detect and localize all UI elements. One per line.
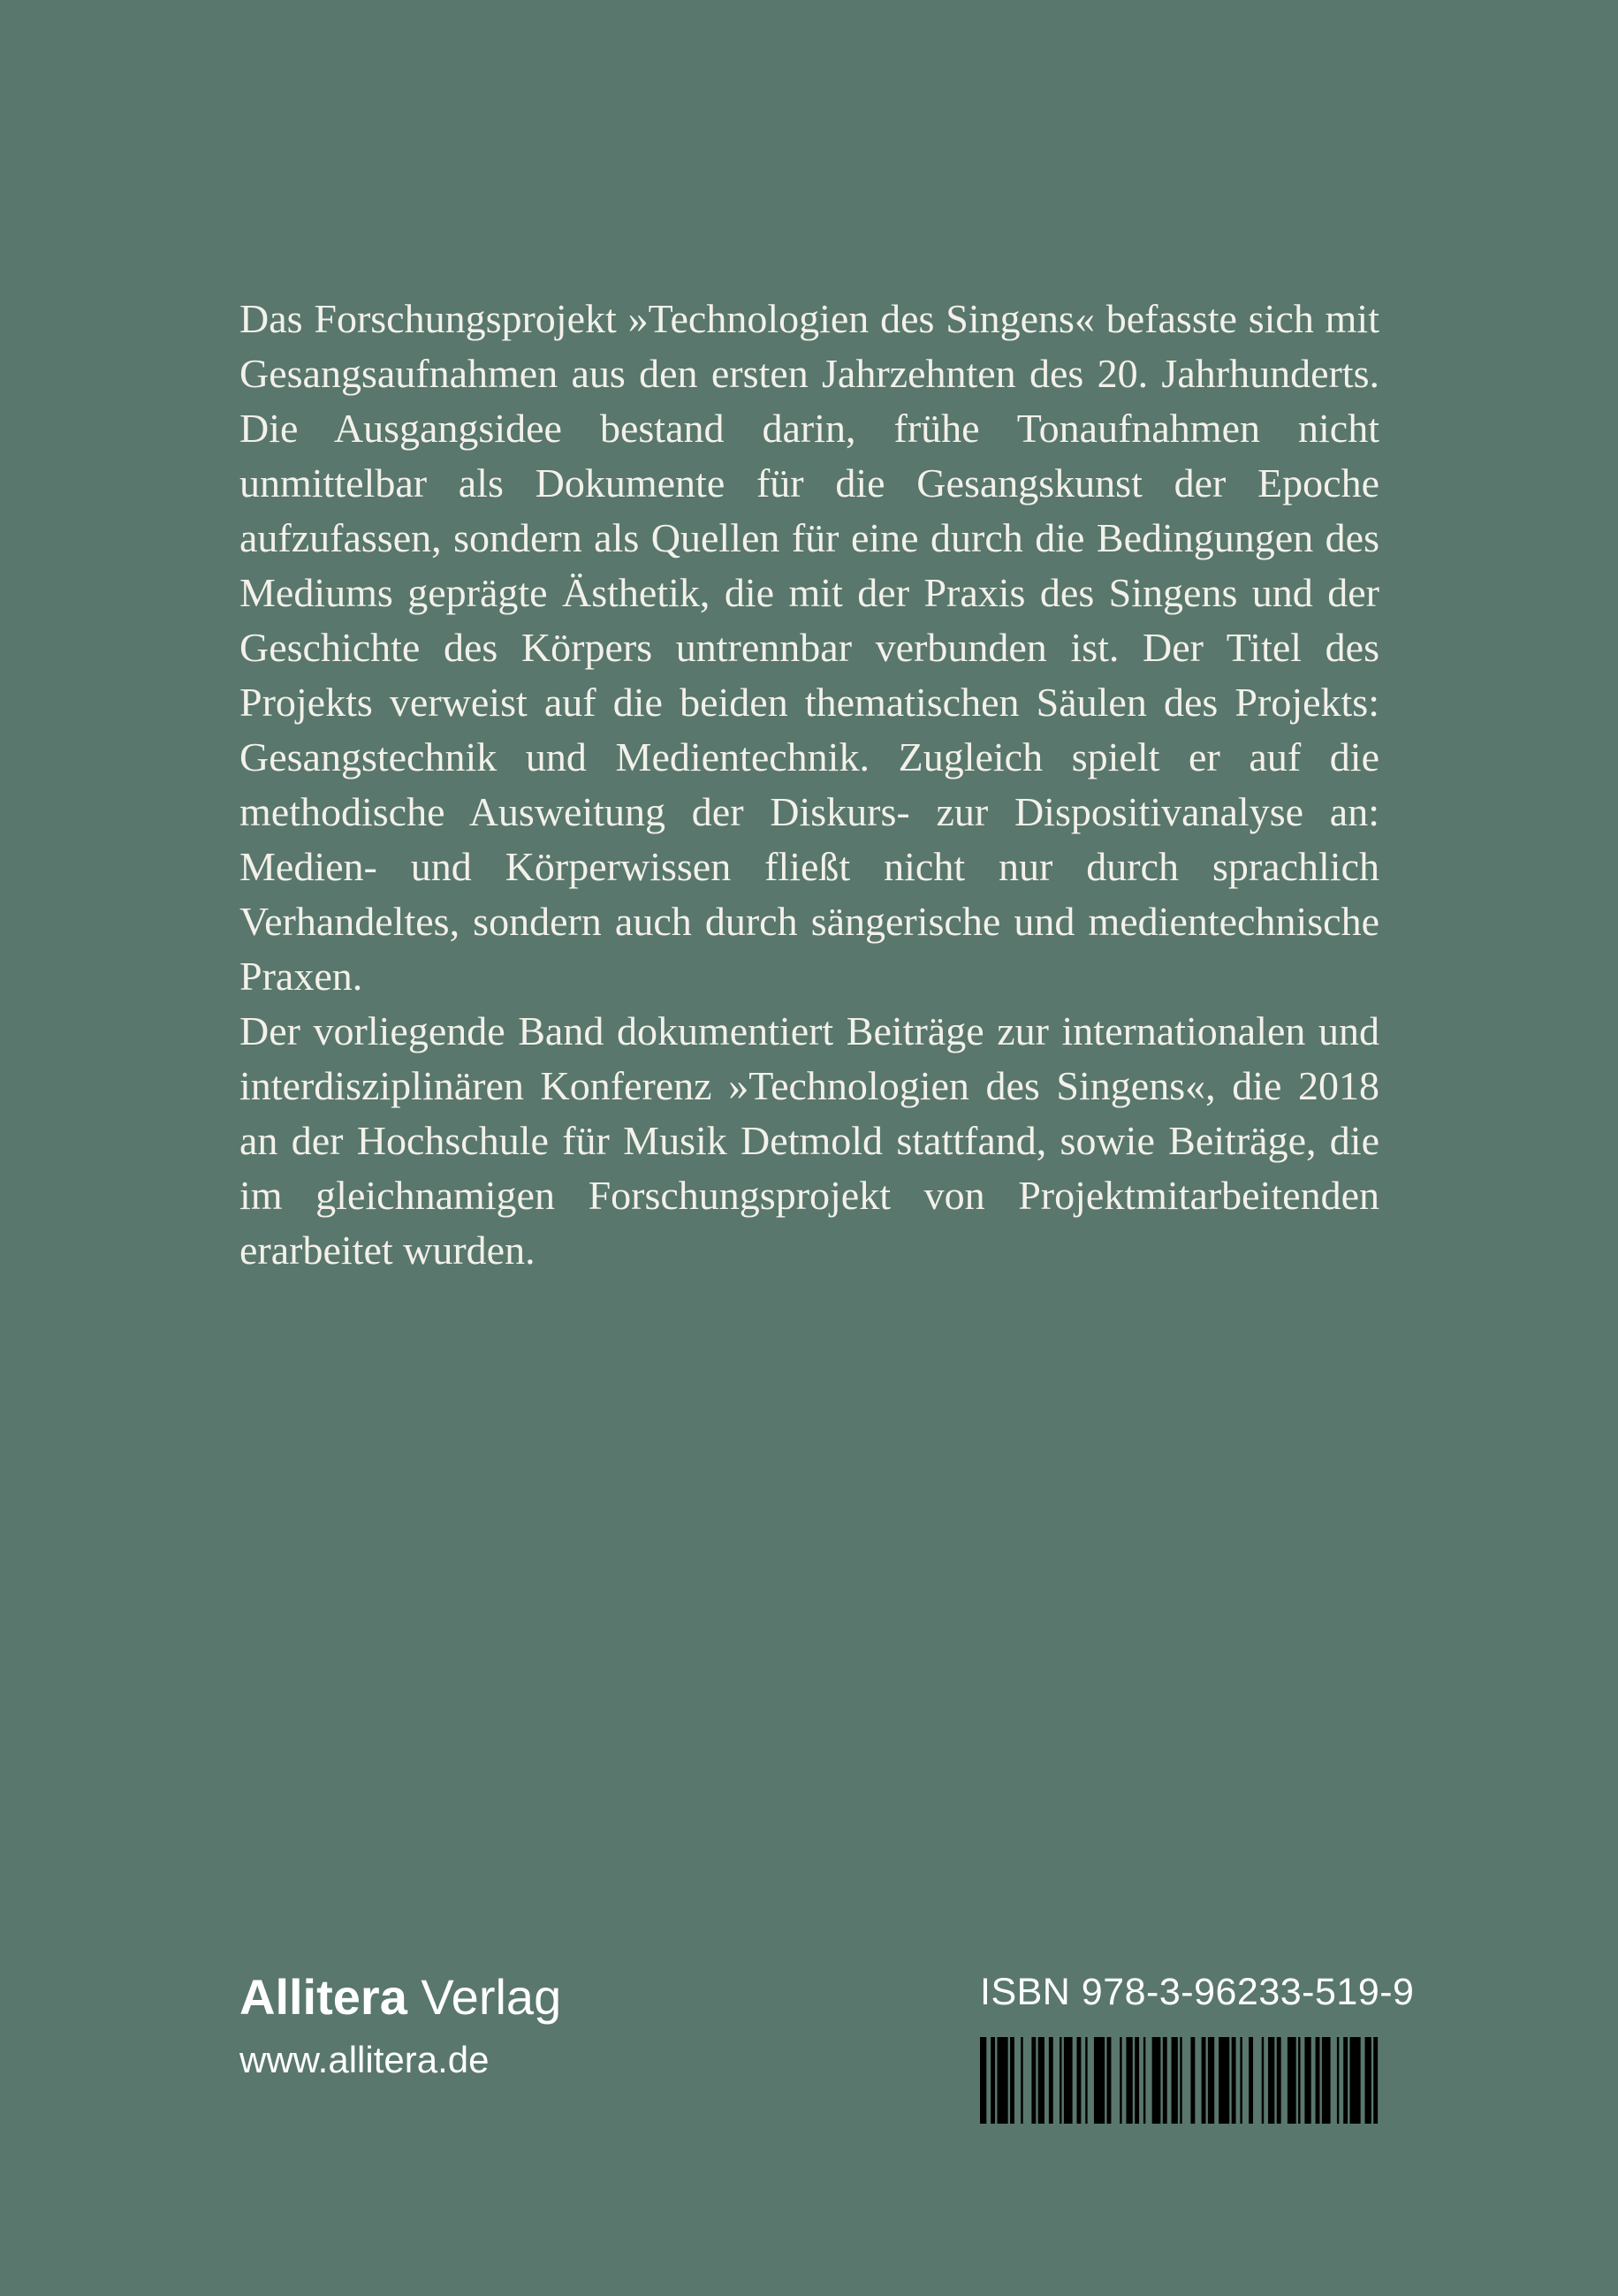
blurb-paragraph-1: Das Forschungsprojekt »Technologien des Singens« befasste sich mit Gesangsaufnahmen aus den ersten Jahrzehnten des 20. Jahrhunderts. Die Ausgangsidee bestand darin, frühe Tonaufnahmen nicht unmittelbar als Dokumente für die Gesangskunst der Epoche aufzufassen, sondern als Quellen für eine durch die Bedingungen des Mediums geprägte Ästhetik, die mit der Praxis des Singens und der Geschichte des Körpers untrennbar verbunden ist. Der Titel des Projekts verweist auf die beiden thematischen Säulen des Projekts: Gesangstechnik und Medientechnik. Zugleich spielt er auf die methodische Ausweitung der Diskurs- zur Dispositivanalyse an: Medien- und Körperwissen fließt nicht nur durch sprachlich Verhandeltes, sondern auch durch sängerische und medientechnische Praxen. bbox=[239, 296, 1379, 999]
barcode-bar bbox=[1085, 2037, 1087, 2124]
barcode-image bbox=[980, 2037, 1382, 2124]
publisher-suffix: Verlag bbox=[421, 1969, 562, 2025]
barcode-bar bbox=[1038, 2037, 1044, 2124]
blurb-paragraph-2: Der vorliegende Band dokumentiert Beiträge zur internationalen und interdisziplinären Konferenz »Technologien des Singens«, die 2018 an der Hochschule für Musik Detmold stattfand, sowie Beiträge, die im gleichnamigen Forschungsprojekt von Projektmitarbeitenden erarbeitet wurden. bbox=[239, 1008, 1379, 1273]
isbn-block bbox=[980, 1966, 1415, 2124]
publisher-brand: Allitera bbox=[239, 1969, 407, 2025]
barcode-bar bbox=[980, 2037, 986, 2124]
blurb-text bbox=[239, 292, 1379, 1278]
barcode-bar bbox=[991, 2037, 995, 2124]
barcode-bar bbox=[1031, 2037, 1036, 2124]
barcode-bar bbox=[1094, 2037, 1105, 2124]
barcode-bar bbox=[1268, 2037, 1274, 2124]
barcode-bar bbox=[1163, 2037, 1167, 2124]
barcode-bar bbox=[1126, 2037, 1132, 2124]
barcode-bar bbox=[1120, 2037, 1121, 2124]
barcode-bar bbox=[1180, 2037, 1181, 2124]
publisher-logo bbox=[239, 1966, 561, 2028]
publisher-block bbox=[239, 1966, 561, 2087]
barcode-bar bbox=[1304, 2037, 1310, 2124]
barcode-bar bbox=[1249, 2037, 1253, 2124]
barcode-bar bbox=[1350, 2037, 1361, 2124]
barcode-bar bbox=[1172, 2037, 1178, 2124]
barcode-bar bbox=[1322, 2037, 1331, 2124]
barcode-bar bbox=[1202, 2037, 1206, 2124]
barcode-bar bbox=[1135, 2037, 1139, 2124]
barcode-bar bbox=[1288, 2037, 1296, 2124]
barcode-bar bbox=[1343, 2037, 1348, 2124]
barcode-bar bbox=[1152, 2037, 1161, 2124]
barcode-bar bbox=[1010, 2037, 1014, 2124]
barcode-bar bbox=[1060, 2037, 1061, 2124]
barcode-bar bbox=[1021, 2037, 1022, 2124]
barcode-bar bbox=[1240, 2037, 1242, 2124]
barcode-bar bbox=[1190, 2037, 1195, 2124]
isbn-label: ISBN 978-3-96233-519-9 bbox=[980, 1971, 1415, 2013]
barcode-bar bbox=[1232, 2037, 1236, 2124]
barcode-bar bbox=[1064, 2037, 1073, 2124]
barcode-bar bbox=[1262, 2037, 1264, 2124]
barcode-bar bbox=[1107, 2037, 1112, 2124]
barcode-bar bbox=[1208, 2037, 1214, 2124]
barcode-bar bbox=[1143, 2037, 1145, 2124]
barcode-bar bbox=[1373, 2037, 1378, 2124]
publisher-url: www.allitera.de bbox=[239, 2039, 490, 2080]
barcode-bar bbox=[1365, 2037, 1371, 2124]
barcode-bar bbox=[1316, 2037, 1320, 2124]
barcode-bar bbox=[1298, 2037, 1300, 2124]
barcode-bar bbox=[1049, 2037, 1053, 2124]
barcode-bar bbox=[997, 2037, 1007, 2124]
barcode-bar bbox=[1219, 2037, 1229, 2124]
barcode-bar bbox=[1076, 2037, 1081, 2124]
barcode-bar bbox=[1277, 2037, 1281, 2124]
barcode-bar bbox=[1337, 2037, 1339, 2124]
